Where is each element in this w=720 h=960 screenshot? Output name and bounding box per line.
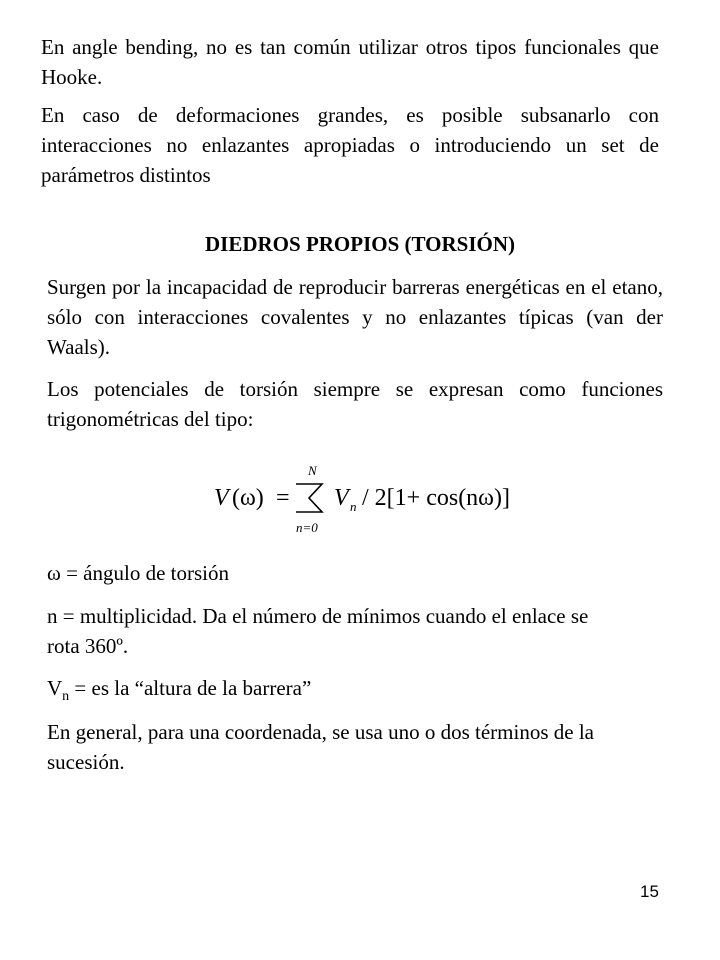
torsion-formula	[210, 462, 530, 542]
section-heading: DIEDROS PROPIOS (TORSIÓN)	[205, 232, 515, 256]
paragraph-surgen: Surgen por la incapacidad de reproducir barreras energéticas en el etano, sólo con interacciones covalentes y no enlazantes típicas (van der Waals).	[47, 275, 663, 359]
formula-term-v: V	[334, 485, 349, 511]
summation-sign	[296, 484, 322, 512]
definition-omega	[47, 558, 667, 588]
omega-text: = ángulo de torsión	[60, 561, 229, 585]
formula-sum-upper: N	[308, 463, 317, 478]
paragraph-general: En general, para una coordenada, se usa uno o dos términos de la sucesión.	[47, 720, 594, 774]
formula-lhs-v: V	[214, 485, 229, 511]
vn-main: V	[47, 676, 63, 700]
definition-vn	[47, 673, 647, 703]
formula-lhs-arg: (ω)	[232, 485, 264, 511]
vn-sub: n	[62, 689, 70, 704]
omega-symbol: ω	[47, 561, 61, 585]
paragraph-deformaciones: En caso de deformaciones grandes, es posible subsanarlo con interacciones no enlazantes apropiadas o introduciendo un set de parámetros distintos	[41, 103, 659, 187]
formula-equals: =	[276, 485, 290, 511]
formula-term-rest: / 2[1+ cos(nω)]	[362, 485, 510, 511]
paragraph-angle-bending: En angle bending, no es tan común utilizar otros tipos funcionales que Hooke.	[41, 35, 659, 89]
formula-sum-lower: n=0	[296, 520, 318, 535]
page-number: 15	[640, 882, 659, 901]
paragraph-potenciales: Los potenciales de torsión siempre se expresan como funciones trigonométricas del tipo:	[47, 377, 663, 431]
formula-term-sub: n	[350, 499, 357, 514]
vn-text: = es la “altura de la barrera”	[69, 676, 312, 700]
definition-n: n = multiplicidad. Da el número de mínimos cuando el enlace se rota 360º.	[47, 604, 589, 658]
